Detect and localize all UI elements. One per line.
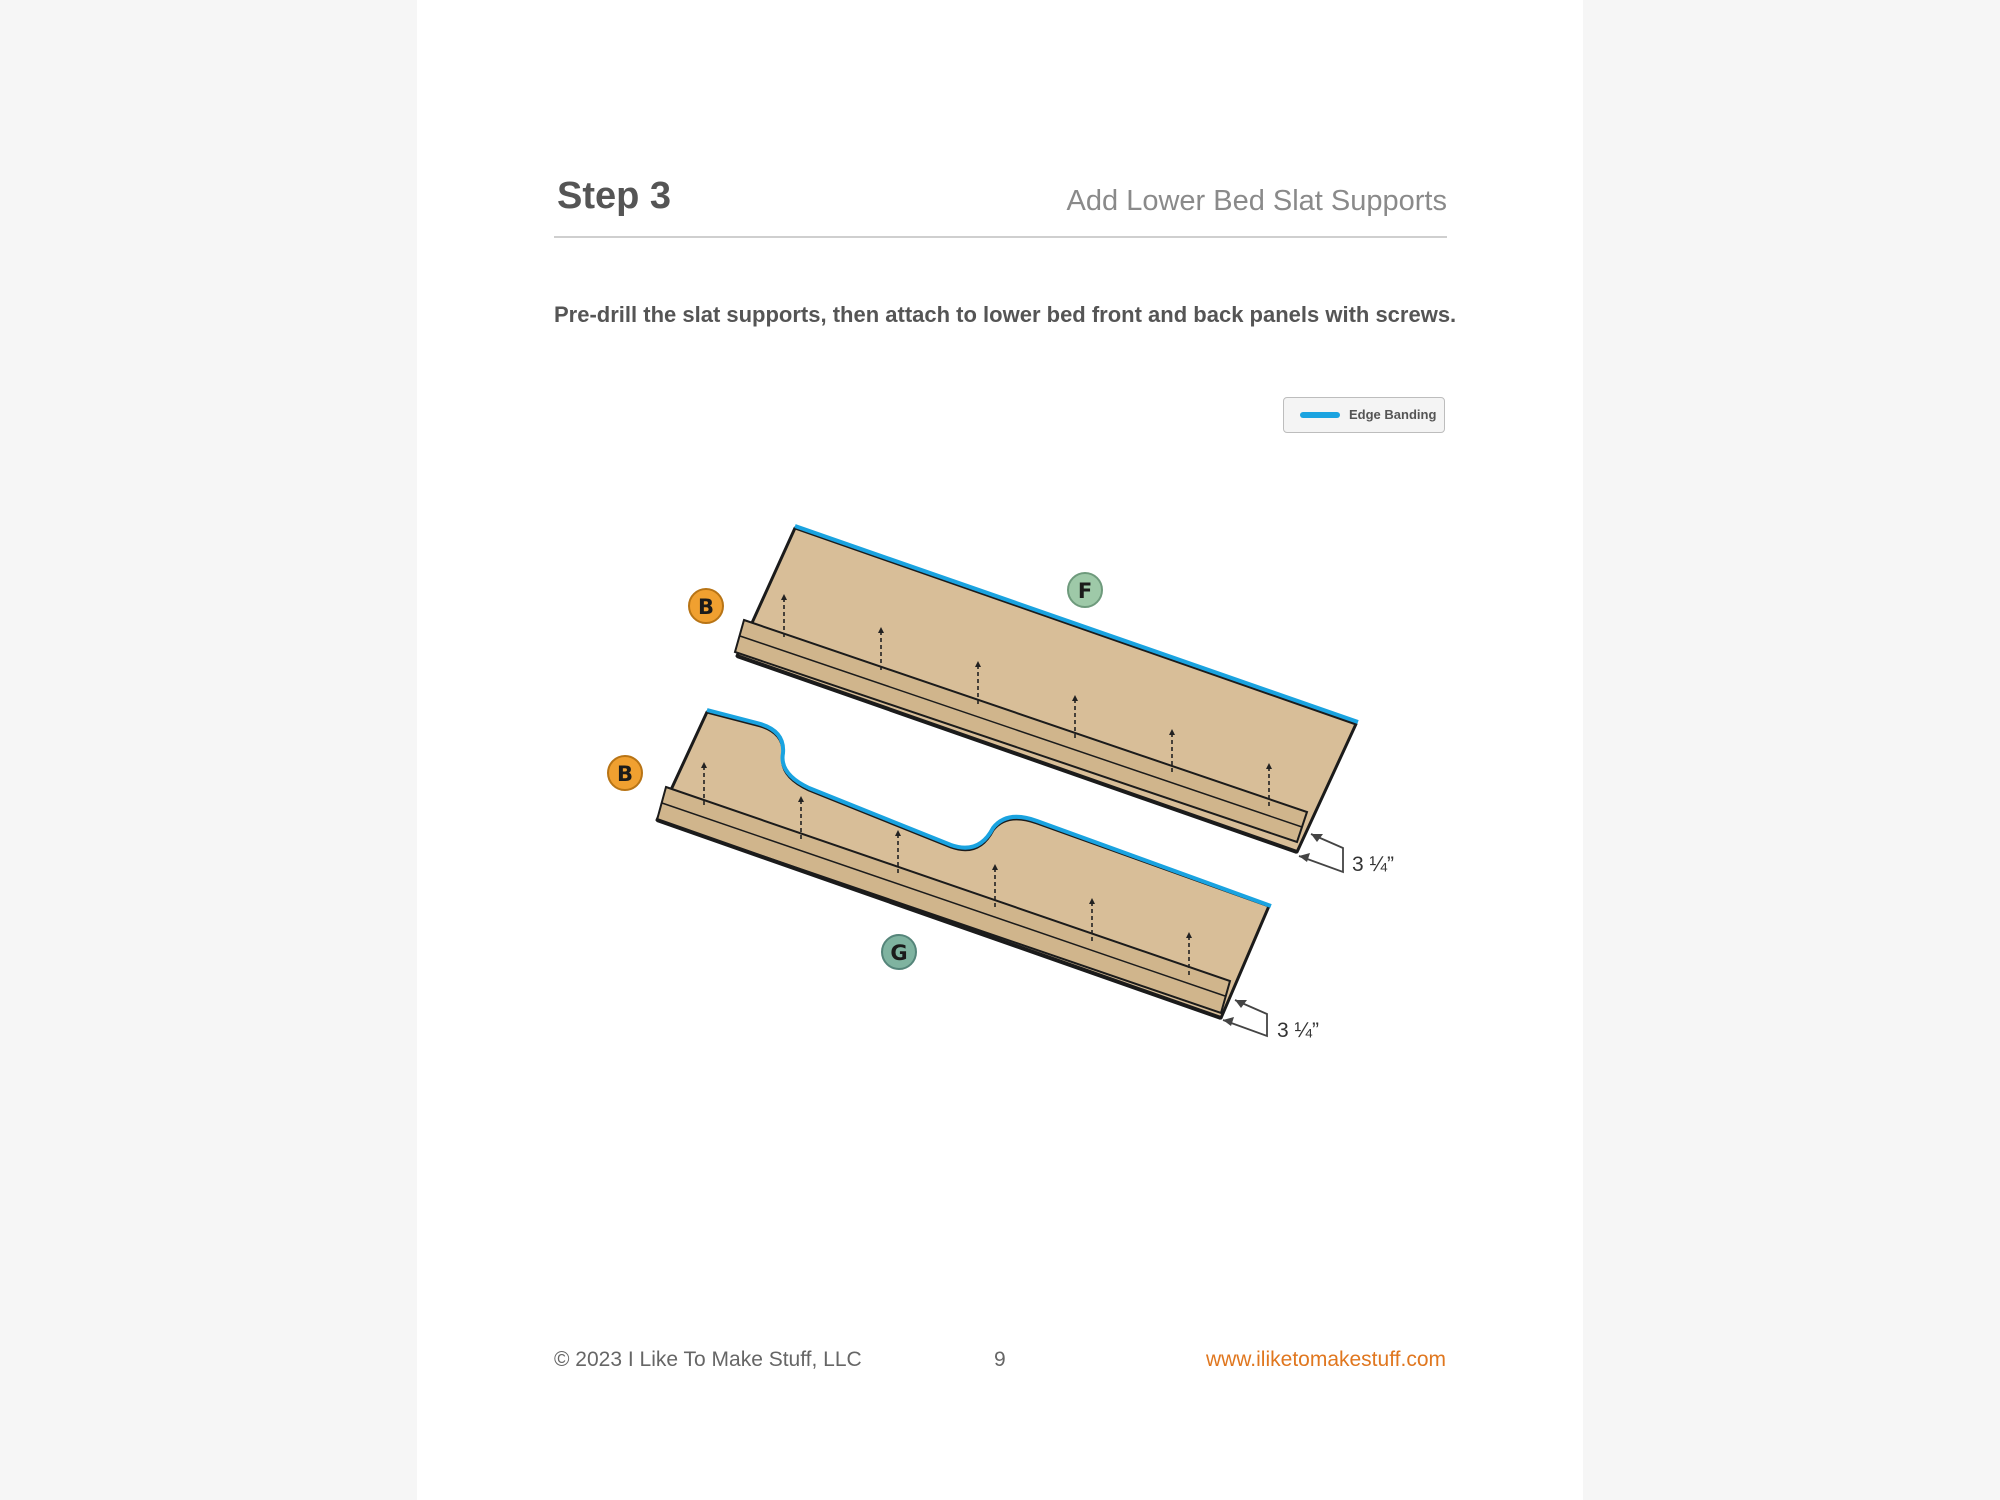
part-badge-b-lower [608,756,642,790]
part-badge-b-upper [689,589,723,623]
part-badge-g [882,935,916,969]
instruction-text: Pre-drill the slat supports, then attach to lower bed front and back panels with screws. [554,302,1457,327]
assembly-diagram [417,0,1583,1500]
step-title: Add Lower Bed Slat Supports [1066,185,1447,217]
svg-text:G: G [890,941,908,965]
dimension-upper [1299,834,1343,872]
svg-text:B: B [697,595,715,619]
document-page [417,0,1583,1500]
part-badge-f [1068,573,1102,607]
footer-website-link[interactable]: www.iliketomakestuff.com [1205,1348,1446,1371]
legend-label: Edge Banding [1349,407,1437,422]
footer-page-number: 9 [994,1348,1006,1371]
step-number: Step 3 [557,175,672,217]
svg-text:B: B [616,762,634,786]
svg-text:F: F [1077,579,1093,603]
dimension-lower [1223,1000,1267,1036]
dimension-label-upper: 3 ¼” [1352,853,1395,876]
footer-copyright: © 2023 I Like To Make Stuff, LLC [554,1348,862,1371]
dimension-label-lower: 3 ¼” [1277,1019,1320,1042]
